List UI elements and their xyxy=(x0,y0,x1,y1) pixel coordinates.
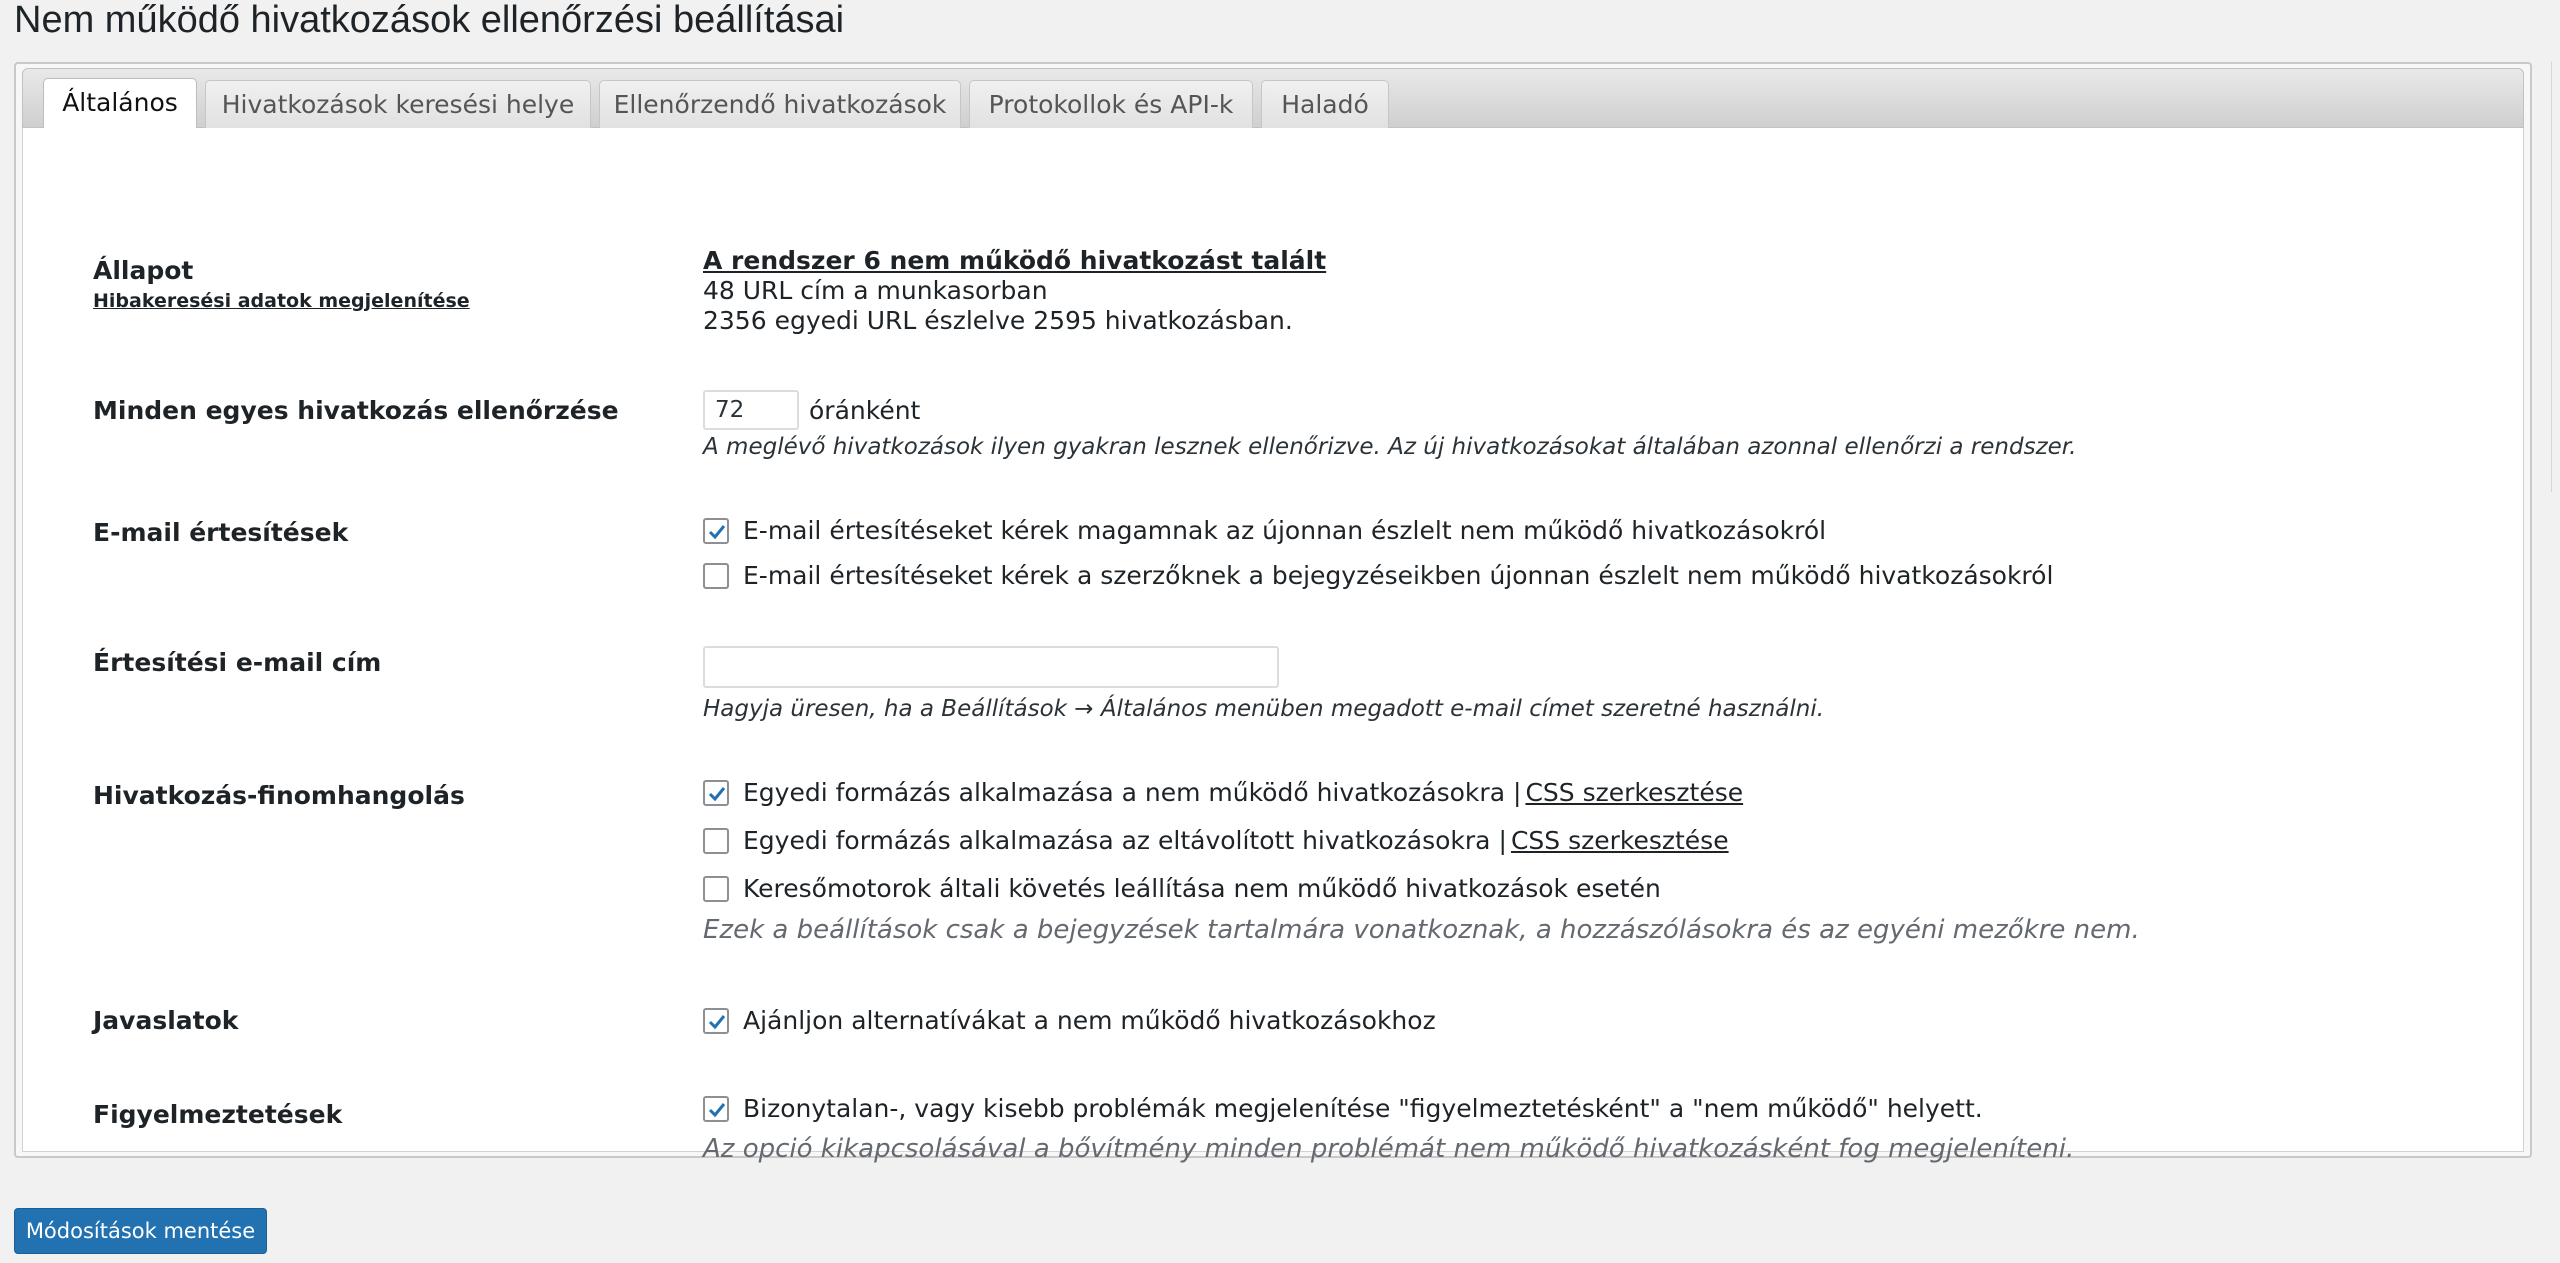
broken-links-summary-link[interactable]: A rendszer 6 nem működő hivatkozást talált xyxy=(703,246,1327,275)
detected-urls-text: 2356 egyedi URL észlelve 2595 hivatkozásban. xyxy=(703,306,1293,335)
general-settings-panel xyxy=(22,128,2524,1164)
broken-link-style-checkbox[interactable] xyxy=(703,780,729,806)
settings-container xyxy=(14,62,2532,1164)
notification-email-label: Értesítési e-mail cím xyxy=(93,648,382,677)
suggest-alternatives-label: Ajánljon alternatívákat a nem működő hivatkozásokhoz xyxy=(743,1006,1436,1035)
show-warnings-label: Bizonytalan-, vagy kisebb problémák megjelenítése "figyelmeztetésként" a "nem működő" helyett. xyxy=(743,1094,1983,1123)
tab-general[interactable]: Általános xyxy=(43,78,197,131)
check-interval-unit: óránként xyxy=(809,396,921,425)
notify-authors-checkbox[interactable] xyxy=(703,563,729,589)
broken-link-style-text: Egyedi formázás alkalmazása a nem működő hivatkozásokra xyxy=(743,778,1506,807)
warnings-label: Figyelmeztetések xyxy=(93,1100,343,1129)
checkmark-icon xyxy=(706,1099,728,1121)
edit-broken-css-link[interactable]: CSS szerkesztése xyxy=(1525,778,1744,807)
notify-authors-label: E-mail értesítéseket kérek a szerzőknek a bejegyzéseikben újonnan észlelt nem működő hivatkozásokról xyxy=(743,561,2054,590)
tab-bar xyxy=(22,68,2524,128)
checkmark-icon xyxy=(706,521,728,543)
page-title: Nem működő hivatkozások ellenőrzési beállításai xyxy=(14,0,845,41)
checkmark-icon xyxy=(706,783,728,805)
tab-advanced[interactable]: Haladó xyxy=(1261,80,1389,129)
warnings-description: Az opció kikapcsolásával a bővítmény minden problémát nem működő hivatkozásként fog megjeleníteni. xyxy=(703,1134,2075,1164)
tab-protocols-apis[interactable]: Protokollok és API-k xyxy=(969,80,1253,129)
removed-link-style-checkbox[interactable] xyxy=(703,828,729,854)
notify-me-checkbox[interactable] xyxy=(703,518,729,544)
suggestions-label: Javaslatok xyxy=(93,1006,239,1035)
queue-count-text: 48 URL cím a munkasorban xyxy=(703,276,1048,305)
link-tweaks-description: Ezek a beállítások csak a bejegyzések tartalmára vonatkoznak, a hozzászólásokra és az egyéni mezőkre nem. xyxy=(703,915,2140,945)
check-interval-label: Minden egyes hivatkozás ellenőrzése xyxy=(93,396,619,425)
save-changes-button[interactable]: Módosítások mentése xyxy=(14,1208,267,1254)
separator: | xyxy=(1513,778,1522,807)
separator: | xyxy=(1498,826,1507,855)
show-debug-info-link[interactable]: Hibakeresési adatok megjelenítése xyxy=(93,290,470,312)
notification-email-input[interactable] xyxy=(703,646,1279,688)
removed-link-style-label xyxy=(743,826,1729,855)
scrollbar-edge xyxy=(2551,62,2558,492)
notify-me-label: E-mail értesítéseket kérek magamnak az újonnan észlelt nem működő hivatkozásokról xyxy=(743,516,1827,545)
status-label: Állapot xyxy=(93,256,194,285)
removed-link-style-text: Egyedi formázás alkalmazása az eltávolított hivatkozásokra xyxy=(743,826,1491,855)
tab-link-search-locations[interactable]: Hivatkozások keresési helye xyxy=(205,80,591,129)
link-tweaks-label: Hivatkozás-finomhangolás xyxy=(93,781,465,810)
notification-email-description: Hagyja üresen, ha a Beállítások → Általános menüben megadott e-mail címet szeretné használni. xyxy=(703,696,1825,722)
broken-link-style-label xyxy=(743,778,1743,807)
show-warnings-checkbox[interactable] xyxy=(703,1096,729,1122)
tab-links-to-check[interactable]: Ellenőrzendő hivatkozások xyxy=(599,80,961,129)
email-notifications-label: E-mail értesítések xyxy=(93,518,349,547)
suggest-alternatives-checkbox[interactable] xyxy=(703,1008,729,1034)
edit-removed-css-link[interactable]: CSS szerkesztése xyxy=(1510,826,1729,855)
check-interval-description: A meglévő hivatkozások ilyen gyakran lesznek ellenőrizve. Az új hivatkozásokat általában azonnal ellenőrzi a rendszer. xyxy=(703,434,2077,460)
checkmark-icon xyxy=(706,1011,728,1033)
nofollow-label: Keresőmotorok általi követés leállítása nem működő hivatkozások esetén xyxy=(743,874,1661,903)
nofollow-checkbox[interactable] xyxy=(703,876,729,902)
check-interval-input[interactable] xyxy=(703,390,799,430)
